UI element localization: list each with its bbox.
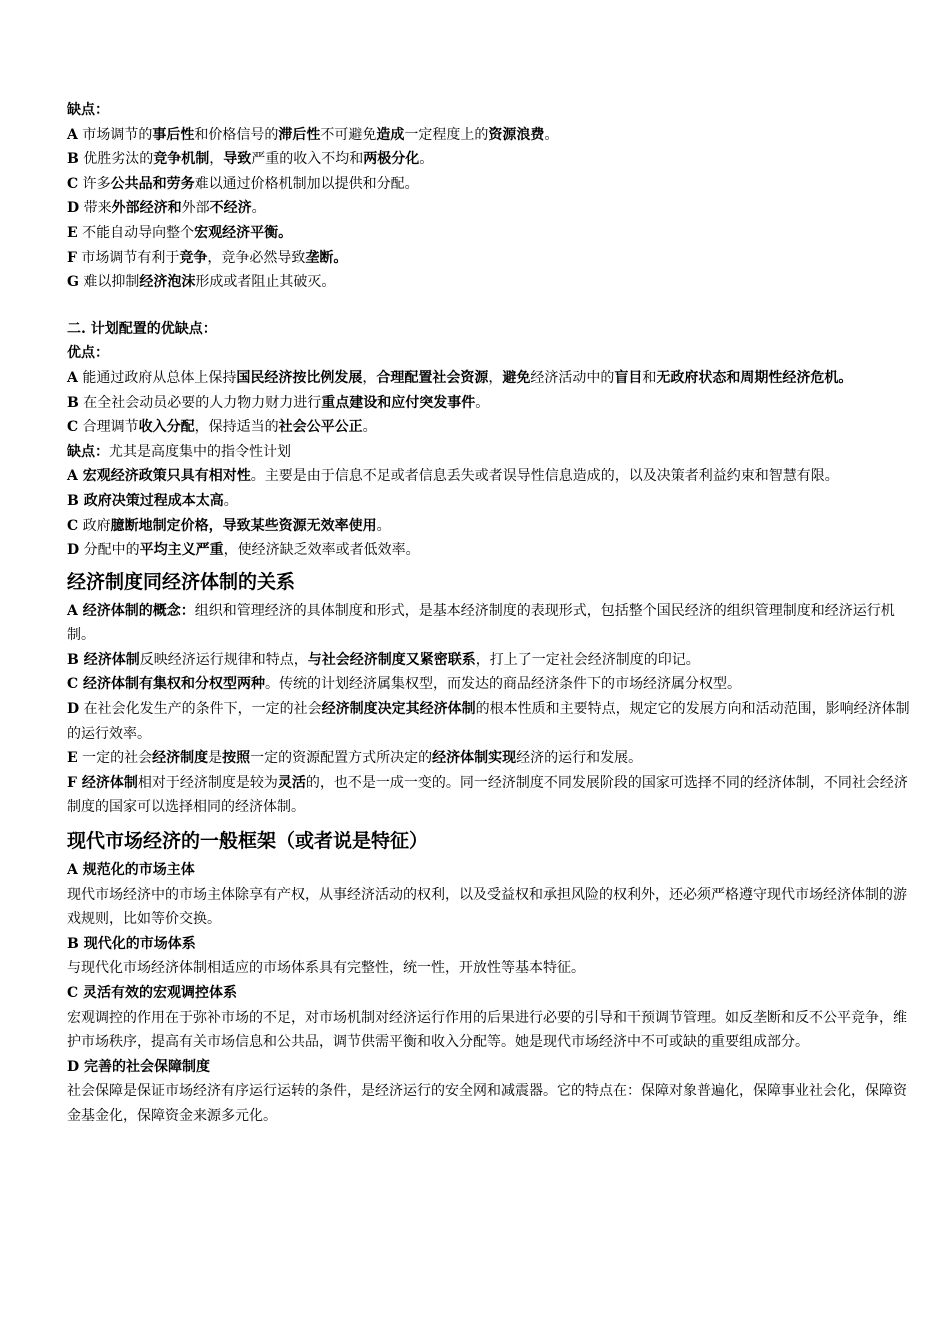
bold-text: C: [67, 175, 79, 192]
text-run: 一定程度上的: [404, 126, 489, 143]
plan-cons-header: [67, 440, 917, 465]
text-run: 难以通过价格机制加以提供和分配。: [194, 175, 419, 192]
text-run: ，: [488, 369, 503, 386]
bold-text: 宏观经济平衡。: [194, 224, 293, 241]
bold-text: 滞后性: [278, 126, 321, 143]
bold-text: 外部经济和: [111, 200, 182, 217]
bold-text: 造成: [376, 126, 405, 143]
bold-text: 竞争: [179, 249, 208, 266]
text-run: 一定的社会: [77, 750, 153, 767]
text-run: 市场调节的: [77, 126, 153, 143]
text-run: 经济的运行和发展。: [516, 750, 643, 767]
bold-text: 经济制度决定其经济体制: [321, 701, 476, 718]
text-run: 和: [642, 369, 657, 386]
list-item: [67, 746, 917, 771]
bold-text: A: [67, 126, 78, 143]
framework-sections: [67, 858, 917, 1129]
list-item: [67, 123, 917, 148]
bold-text: B: [67, 394, 79, 411]
bold-text: 与社会经济制度又紧密联系: [307, 651, 476, 668]
list-item: [67, 270, 917, 295]
plan-pros-title: 优点：: [67, 345, 109, 362]
list-item: [67, 172, 917, 197]
text-run: 在全社会动员必要的人力物力财力进行: [78, 394, 322, 411]
text-run: ，: [209, 151, 224, 168]
text-run: 市场调节有利于: [76, 249, 180, 266]
bold-text: F: [67, 249, 77, 266]
text-run: 在社会化发生产的条件下，一定的社会: [79, 701, 322, 718]
list-item: [67, 391, 917, 416]
bold-text: 重点建设和应付突发事件: [321, 394, 476, 411]
list-item: [67, 648, 917, 673]
relation-heading: 经济制度同经济体制的关系: [67, 570, 296, 593]
spacer: [67, 295, 917, 317]
bold-text: A: [67, 369, 78, 386]
bold-text: 按照: [222, 750, 251, 767]
bold-text: 避免: [502, 369, 531, 386]
section-text: 宏观调控的作用在于弥补市场的不足，对市场机制对经济运行作用的后果进行必要的引导和干预调节管理。如反垄断和反不公平竞争，维护市场秩序，提高有关市场信息和公共品，调节供需平衡和收入分配等。她是现代市场经济中不可或缺的重要组成部分。: [67, 1009, 907, 1051]
bold-text: 垄断。: [305, 249, 348, 266]
plan-pros-list: [67, 366, 917, 440]
list-item: [67, 672, 917, 697]
relation-list: [67, 599, 917, 820]
bold-text: 不经济: [209, 200, 252, 217]
section-label: D 完善的社会保障制度: [67, 1058, 211, 1075]
bold-text: 资源浪费: [488, 126, 545, 143]
text-run: ，: [362, 369, 377, 386]
text-run: 能通过政府从总体上保持: [77, 369, 237, 386]
list-item: [67, 771, 917, 820]
text-run: 的，也不是一成一变的。同一经济制度不同发展阶段的国家可选择不同的经济体制，不同社会经济制度的国家可以选择相同的经济体制。: [67, 774, 908, 816]
text-run: 不能自动导向整个: [77, 224, 195, 241]
bold-text: F 经济体制: [67, 774, 138, 791]
text-run: 严重的收入不均和: [251, 151, 364, 168]
text-run: ，使经济缺乏效率或者低效率。: [223, 542, 420, 559]
bold-text: 社会公平公正: [278, 419, 363, 436]
text-run: 不可避免: [320, 126, 377, 143]
bold-text: E: [67, 750, 78, 767]
list-item: [67, 538, 917, 563]
bold-text: 公共品和劳务: [110, 175, 195, 192]
text-run: 的根本性质和主要特点，规定它的发展方向和活动范围，影响经济体制的运行效率。: [67, 701, 910, 742]
bold-text: 灵活: [277, 774, 306, 791]
text-run: 。传统的计划经济属集权型，而发达的商品经济条件下的市场经济属分权型。: [265, 676, 742, 693]
bold-text: D: [67, 200, 80, 217]
bold-text: 事后性: [152, 126, 195, 143]
list-item: [67, 489, 917, 514]
list-item: [67, 697, 917, 746]
section-text: 社会保障是保证市场经济有序运行运转的条件，是经济运行的安全网和减震器。它的特点在：保障对象普遍化，保障事业社会化，保障资金基金化，保障资金来源多元化。: [67, 1083, 907, 1124]
market-cons-title: 缺点：: [67, 102, 109, 118]
bold-text: 国民经济按比例发展: [236, 369, 363, 386]
text-run: 形成或者阻止其破灭。: [195, 274, 336, 291]
text-run: 优胜劣汰的: [78, 151, 154, 168]
bold-text: 导致: [223, 151, 252, 168]
text-run: 。: [362, 419, 377, 436]
text-run: 合理调节: [78, 419, 139, 436]
plan-cons-note: 尤其是高度集中的指令性计划: [109, 443, 291, 460]
bold-text: 两极分化: [363, 151, 420, 168]
text-run: 。: [223, 492, 238, 509]
text-run: 许多: [78, 175, 111, 192]
text-run: 难以抑制: [78, 274, 140, 291]
bold-text: A 宏观经济政策只具有相对性: [67, 468, 251, 485]
plan-cons-list: [67, 464, 917, 562]
bold-text: 竞争机制: [153, 151, 210, 168]
bold-text: C 经济体制有集权和分权型两种: [67, 676, 266, 693]
bold-text: 经济泡沫: [139, 274, 196, 291]
bold-text: C: [67, 419, 79, 436]
framework-heading: 现代市场经济的一般框架（或者说是特征）: [67, 830, 429, 853]
list-item: [67, 464, 917, 489]
section-text: 与现代化市场经济体制相适应的市场体系具有完整性，统一性，开放性等基本特征。: [67, 960, 585, 977]
plan-section-title: 二. 计划配置的优缺点：: [67, 320, 217, 337]
text-run: 和价格信号的: [194, 126, 279, 143]
text-run: 是: [208, 750, 223, 767]
text-run: 。: [544, 126, 559, 143]
bold-text: 经济制度: [152, 750, 209, 767]
text-run: 外部: [181, 200, 210, 217]
text-run: ，竞争必然导致: [207, 249, 306, 266]
section-label: A 规范化的市场主体: [67, 862, 195, 879]
text-run: 政府: [78, 517, 111, 534]
bold-text: B 经济体制: [67, 651, 140, 668]
list-item: [67, 366, 917, 391]
bold-text: D: [67, 542, 80, 559]
list-item: [67, 221, 917, 246]
list-item: [67, 196, 917, 221]
text-run: 。主要是由于信息不足或者信息丢失或者误导性信息造成的，以及决策者利益约束和智慧有限。: [250, 468, 839, 485]
bold-text: 无政府状态和周期性经济危机。: [656, 369, 853, 386]
text-run: 。: [251, 200, 266, 217]
plan-cons-title: 缺点：: [67, 443, 109, 460]
bold-text: E: [67, 224, 78, 241]
bold-text: G: [67, 274, 79, 291]
text-run: 一定的资源配置方式所决定的: [250, 750, 433, 767]
section-label: C 灵活有效的宏观调控体系: [67, 985, 238, 1001]
bold-text: 盲目: [614, 369, 643, 386]
bold-text: 平均主义严重: [139, 542, 224, 559]
text-run: 。: [475, 394, 490, 411]
list-item: [67, 246, 917, 271]
bold-text: 合理配置社会资源: [376, 369, 489, 386]
document-page: [67, 98, 917, 1129]
bold-text: 经济体制实现: [432, 750, 517, 767]
bold-text: B: [67, 151, 79, 168]
section-label: B 现代化的市场体系: [67, 935, 196, 952]
bold-text: C: [67, 517, 79, 534]
text-run: 反映经济运行规律和特点，: [139, 651, 308, 668]
text-run: 。: [376, 517, 391, 534]
text-run: ，打上了一定社会经济制度的印记。: [475, 651, 700, 668]
text-run: 组织和管理经济的具体制度和形式，是基本经济制度的表现形式，包括整个国民经济的组织管理制度和经济运行机制。: [67, 602, 895, 644]
bold-text: 收入分配: [138, 419, 195, 436]
text-run: 。: [419, 151, 434, 168]
section-text: 现代市场经济中的市场主体除享有产权，从事经济活动的权利，以及受益权和承担风险的权利外，还必须严格遵守现代市场经济体制的游戏规则，比如等价交换。: [67, 886, 907, 928]
bold-text: 臆断地制定价格，导致某些资源无效率使用: [110, 517, 377, 534]
text-run: ，保持适当的: [194, 419, 279, 436]
market-cons-list: [67, 123, 917, 295]
bold-text: A 经济体制的概念：: [67, 602, 195, 619]
list-item: [67, 147, 917, 172]
text-run: 分配中的: [79, 542, 140, 559]
list-item: [67, 514, 917, 539]
bold-text: B 政府决策过程成本太高: [67, 492, 224, 509]
text-run: 带来: [79, 200, 112, 217]
text-run: 经济活动中的: [530, 369, 615, 386]
list-item: [67, 415, 917, 440]
bold-text: D: [67, 701, 80, 718]
text-run: 相对于经济制度是较为: [137, 774, 278, 791]
list-item: [67, 599, 917, 648]
